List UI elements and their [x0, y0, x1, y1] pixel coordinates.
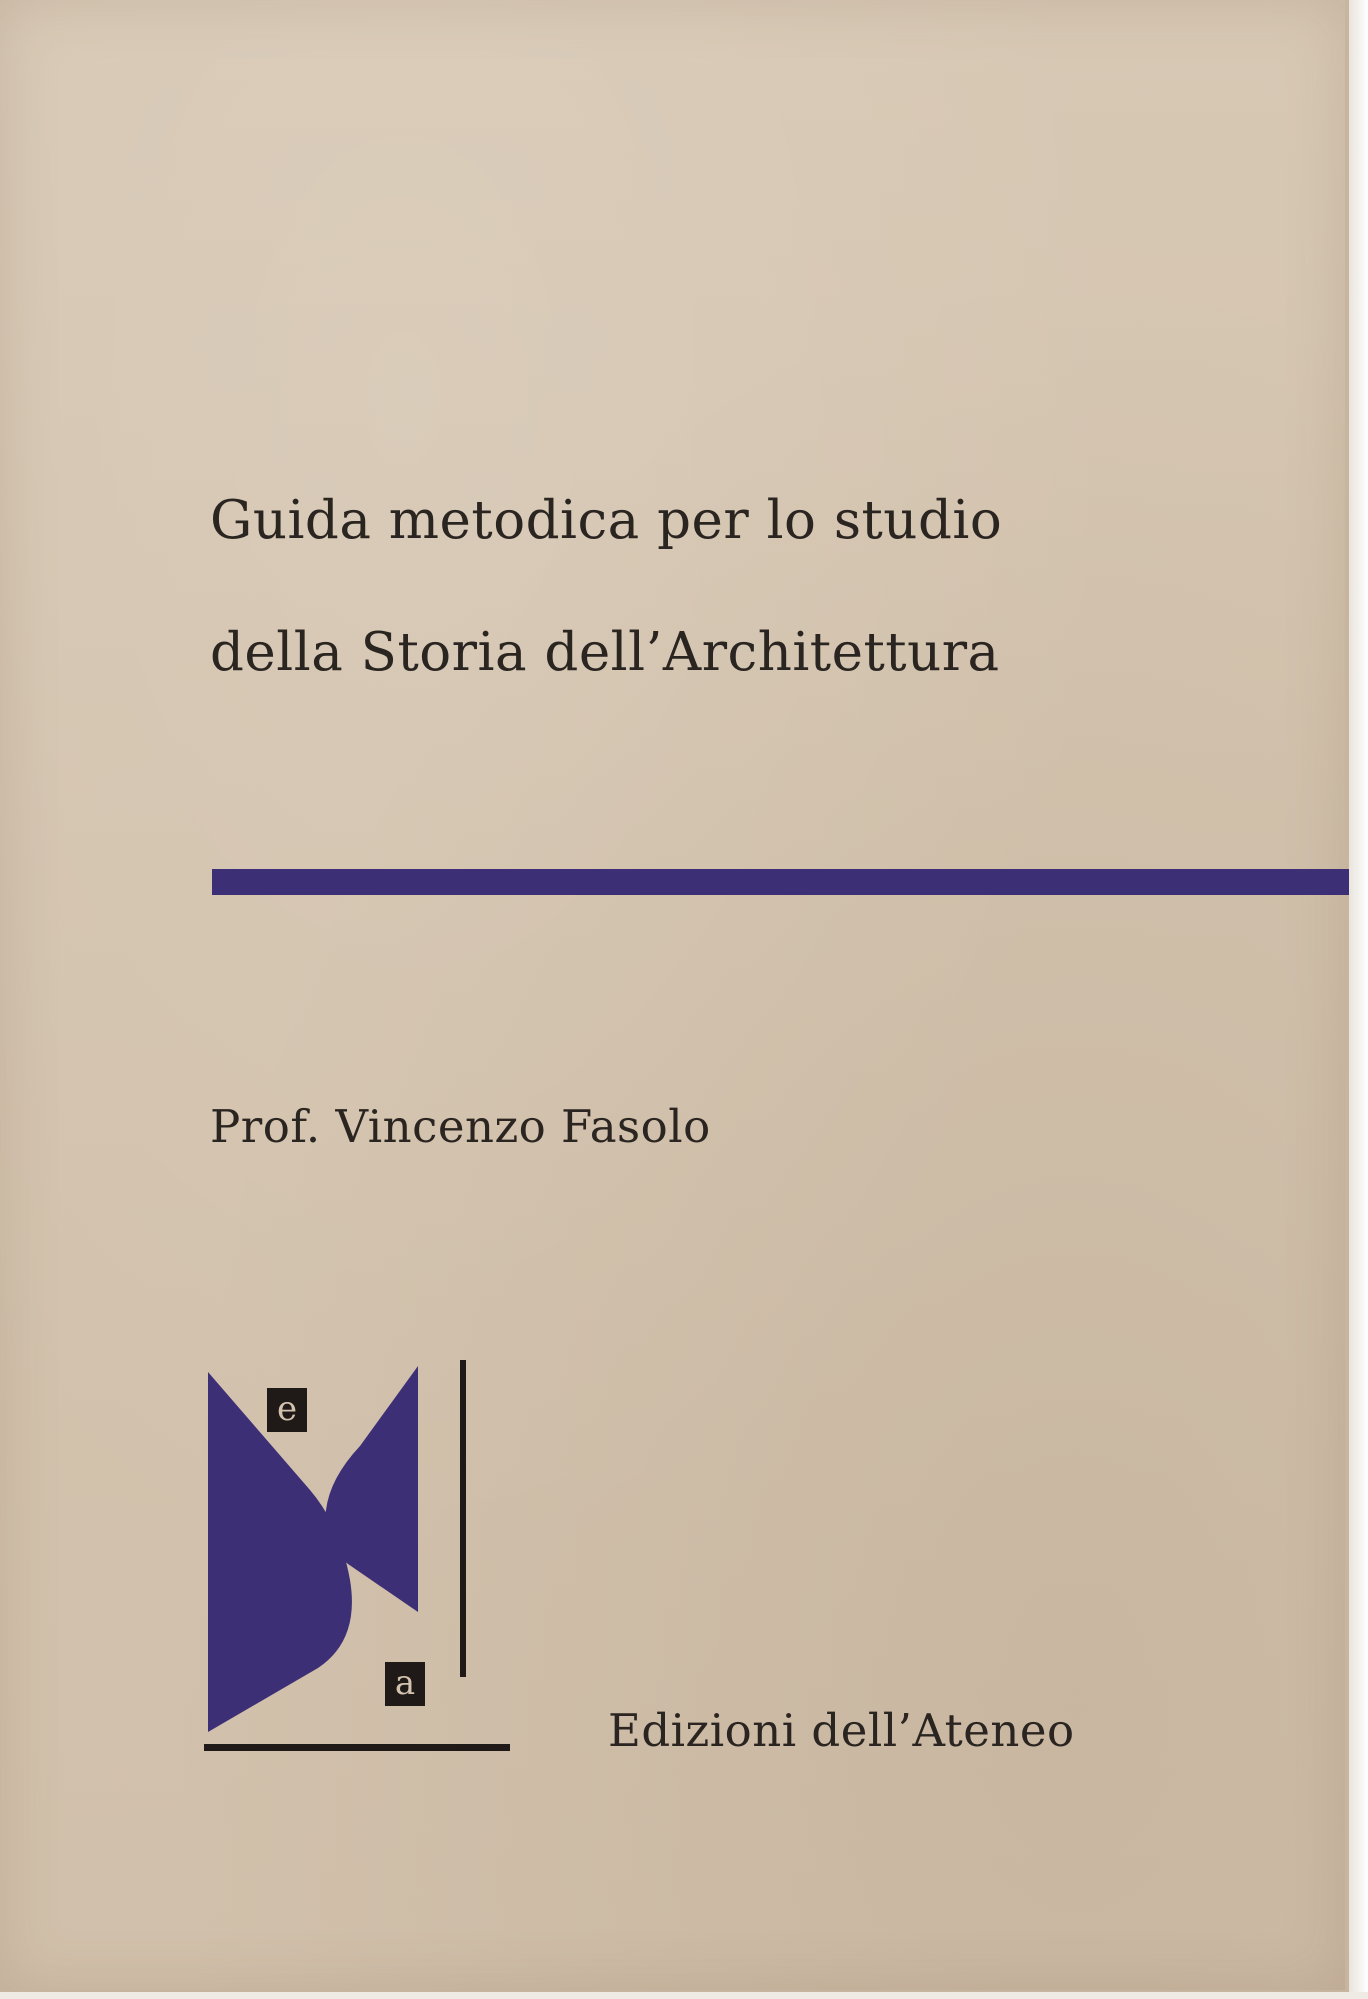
logo-letter-e: e [267, 1388, 307, 1432]
title-line-2: della Storia dell’Architettura [210, 622, 1000, 683]
logo-horizontal-line [204, 1744, 510, 1751]
page-edge-right [1349, 0, 1368, 1999]
logo-letter-a: a [385, 1662, 425, 1706]
publisher-name: Edizioni dell’Ateneo [608, 1704, 1075, 1757]
book-title [210, 455, 1210, 719]
page-edge-bottom [0, 1992, 1368, 1999]
author-name: Prof. Vincenzo Fasolo [210, 1100, 711, 1153]
logo-vertical-line [460, 1360, 466, 1677]
publisher-logo [190, 1350, 530, 1760]
logo-graphic-icon [190, 1350, 530, 1760]
title-line-1: Guida metodica per lo studio [210, 490, 1003, 551]
horizontal-rule [212, 869, 1356, 895]
